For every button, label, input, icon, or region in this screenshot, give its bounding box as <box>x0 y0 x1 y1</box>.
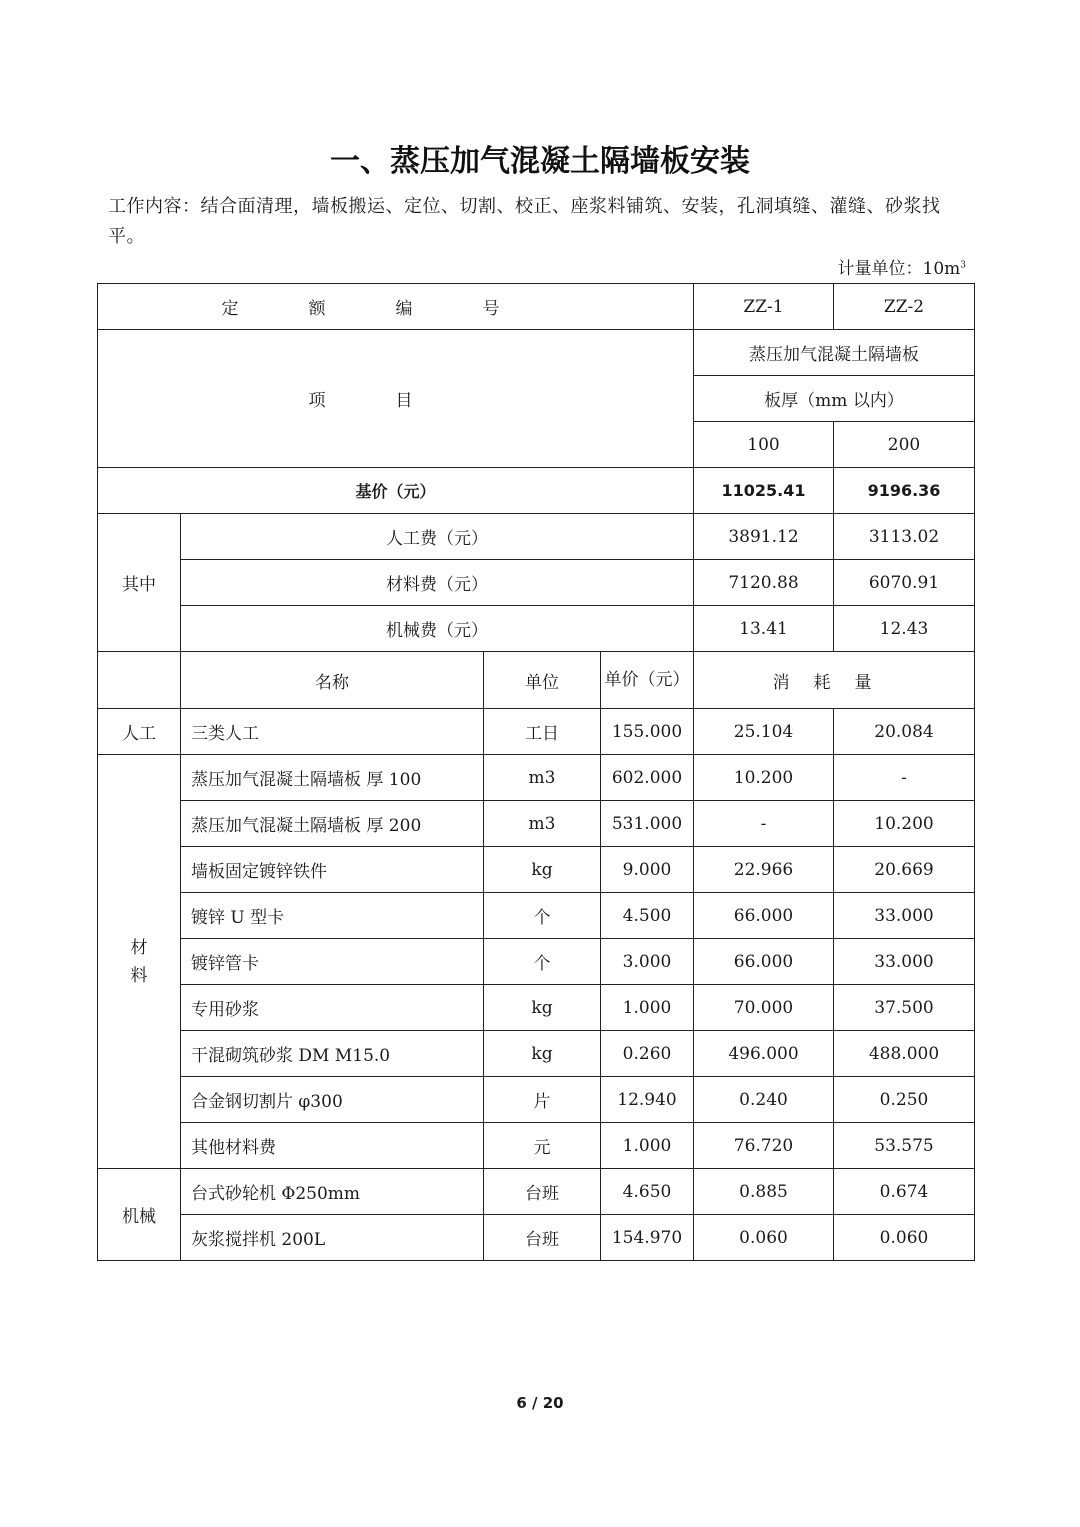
of-which-label: 其中 <box>98 514 181 652</box>
quota-table <box>97 283 975 1261</box>
item-label: 项目 <box>308 391 483 411</box>
base-price-1: 11025.41 <box>694 468 834 514</box>
material-value-1: - <box>694 801 834 847</box>
material-row <box>98 939 975 985</box>
material-price: 0.260 <box>601 1031 694 1077</box>
material-name: 干混砌筑砂浆 DM M15.0 <box>181 1031 484 1077</box>
material-row <box>98 1077 975 1123</box>
material-group-label: 材料 <box>130 937 148 986</box>
header-name: 名称 <box>181 652 484 709</box>
material-unit: m3 <box>484 801 601 847</box>
material-price: 12.940 <box>601 1077 694 1123</box>
material-unit: kg <box>484 847 601 893</box>
labor-unit: 工日 <box>484 709 601 755</box>
material-name: 镀锌管卡 <box>181 939 484 985</box>
machine-unit: 台班 <box>484 1215 601 1261</box>
base-price-label: 基价（元） <box>98 468 694 514</box>
material-name: 合金钢切割片 φ300 <box>181 1077 484 1123</box>
material-price: 1.000 <box>601 1123 694 1169</box>
material-row <box>98 1123 975 1169</box>
material-unit: 个 <box>484 939 601 985</box>
material-name: 其他材料费 <box>181 1123 484 1169</box>
of-which-item-label: 人工费（元） <box>181 514 694 560</box>
machine-value-2: 0.060 <box>834 1215 975 1261</box>
material-value-1: 0.240 <box>694 1077 834 1123</box>
quota-code-2: ZZ-2 <box>834 284 975 330</box>
material-name: 专用砂浆 <box>181 985 484 1031</box>
material-unit: 片 <box>484 1077 601 1123</box>
header-price: 单价（元） <box>601 652 694 709</box>
of-which-value-2: 12.43 <box>834 606 975 652</box>
material-value-2: 33.000 <box>834 939 975 985</box>
labor-row <box>98 709 975 755</box>
material-row <box>98 893 975 939</box>
labor-name: 三类人工 <box>181 709 484 755</box>
material-value-1: 70.000 <box>694 985 834 1031</box>
material-name: 蒸压加气混凝土隔墙板 厚 100 <box>181 755 484 801</box>
material-value-1: 10.200 <box>694 755 834 801</box>
material-unit: kg <box>484 985 601 1031</box>
machine-price: 4.650 <box>601 1169 694 1215</box>
material-row <box>98 847 975 893</box>
material-value-2: 37.500 <box>834 985 975 1031</box>
machine-value-1: 0.885 <box>694 1169 834 1215</box>
of-which-value-2: 3113.02 <box>834 514 975 560</box>
header-unit: 单位 <box>484 652 601 709</box>
item-label-cell <box>98 330 694 468</box>
of-which-value-2: 6070.91 <box>834 560 975 606</box>
labor-value-1: 25.104 <box>694 709 834 755</box>
unit-label: 计量单位：10m <box>837 259 961 279</box>
header-consumption-cell <box>694 652 975 709</box>
material-row <box>98 801 975 847</box>
unit-of-measure <box>838 254 967 279</box>
material-value-1: 66.000 <box>694 939 834 985</box>
material-value-1: 66.000 <box>694 893 834 939</box>
thickness-1: 100 <box>694 422 834 468</box>
quota-label: 定额编号 <box>221 299 570 319</box>
material-price: 602.000 <box>601 755 694 801</box>
thickness-label: 板厚（mm 以内） <box>694 376 975 422</box>
material-value-2: - <box>834 755 975 801</box>
of-which-row <box>98 514 975 560</box>
material-name: 镀锌 U 型卡 <box>181 893 484 939</box>
material-row <box>98 755 975 801</box>
thickness-2: 200 <box>834 422 975 468</box>
material-price: 4.500 <box>601 893 694 939</box>
of-which-value-1: 3891.12 <box>694 514 834 560</box>
material-row <box>98 1031 975 1077</box>
of-which-value-1: 13.41 <box>694 606 834 652</box>
material-value-2: 20.669 <box>834 847 975 893</box>
quota-code-1: ZZ-1 <box>694 284 834 330</box>
of-which-value-1: 7120.88 <box>694 560 834 606</box>
material-value-2: 10.200 <box>834 801 975 847</box>
machine-name: 灰浆搅拌机 200L <box>181 1215 484 1261</box>
material-name: 蒸压加气混凝土隔墙板 厚 200 <box>181 801 484 847</box>
machine-row <box>98 1215 975 1261</box>
labor-group-label: 人工 <box>98 709 181 755</box>
material-group-cell <box>98 755 181 1169</box>
of-which-row <box>98 606 975 652</box>
machine-value-1: 0.060 <box>694 1215 834 1261</box>
item-row-1 <box>98 330 975 376</box>
material-row <box>98 985 975 1031</box>
material-value-2: 0.250 <box>834 1077 975 1123</box>
material-value-2: 33.000 <box>834 893 975 939</box>
header-blank <box>98 652 181 709</box>
work-content: 工作内容：结合面清理，墙板搬运、定位、切割、校正、座浆料铺筑、安装，孔洞填缝、灌缝、砂浆找平。 <box>108 196 941 247</box>
base-price-row <box>98 468 975 514</box>
header-consumption: 消耗量 <box>772 672 896 693</box>
of-which-row <box>98 560 975 606</box>
quota-label-cell <box>98 284 694 330</box>
material-value-2: 53.575 <box>834 1123 975 1169</box>
material-price: 1.000 <box>601 985 694 1031</box>
machine-group-label: 机械 <box>98 1169 181 1261</box>
machine-unit: 台班 <box>484 1169 601 1215</box>
material-price: 3.000 <box>601 939 694 985</box>
material-unit: m3 <box>484 755 601 801</box>
labor-value-2: 20.084 <box>834 709 975 755</box>
of-which-item-label: 材料费（元） <box>181 560 694 606</box>
quota-code-row <box>98 284 975 330</box>
page-title: 一、蒸压加气混凝土隔墙板安装 <box>330 144 750 179</box>
labor-price: 155.000 <box>601 709 694 755</box>
material-price: 531.000 <box>601 801 694 847</box>
material-unit: 元 <box>484 1123 601 1169</box>
machine-value-2: 0.674 <box>834 1169 975 1215</box>
column-header-row <box>98 652 975 709</box>
material-value-1: 496.000 <box>694 1031 834 1077</box>
page-number: 6 / 20 <box>516 1394 564 1412</box>
machine-name: 台式砂轮机 Φ250mm <box>181 1169 484 1215</box>
product-name: 蒸压加气混凝土隔墙板 <box>694 330 975 376</box>
machine-row <box>98 1169 975 1215</box>
of-which-item-label: 机械费（元） <box>181 606 694 652</box>
material-value-1: 76.720 <box>694 1123 834 1169</box>
machine-price: 154.970 <box>601 1215 694 1261</box>
material-unit: 个 <box>484 893 601 939</box>
unit-superscript: 3 <box>960 260 966 271</box>
material-value-1: 22.966 <box>694 847 834 893</box>
material-price: 9.000 <box>601 847 694 893</box>
base-price-2: 9196.36 <box>834 468 975 514</box>
material-value-2: 488.000 <box>834 1031 975 1077</box>
material-unit: kg <box>484 1031 601 1077</box>
material-name: 墙板固定镀锌铁件 <box>181 847 484 893</box>
